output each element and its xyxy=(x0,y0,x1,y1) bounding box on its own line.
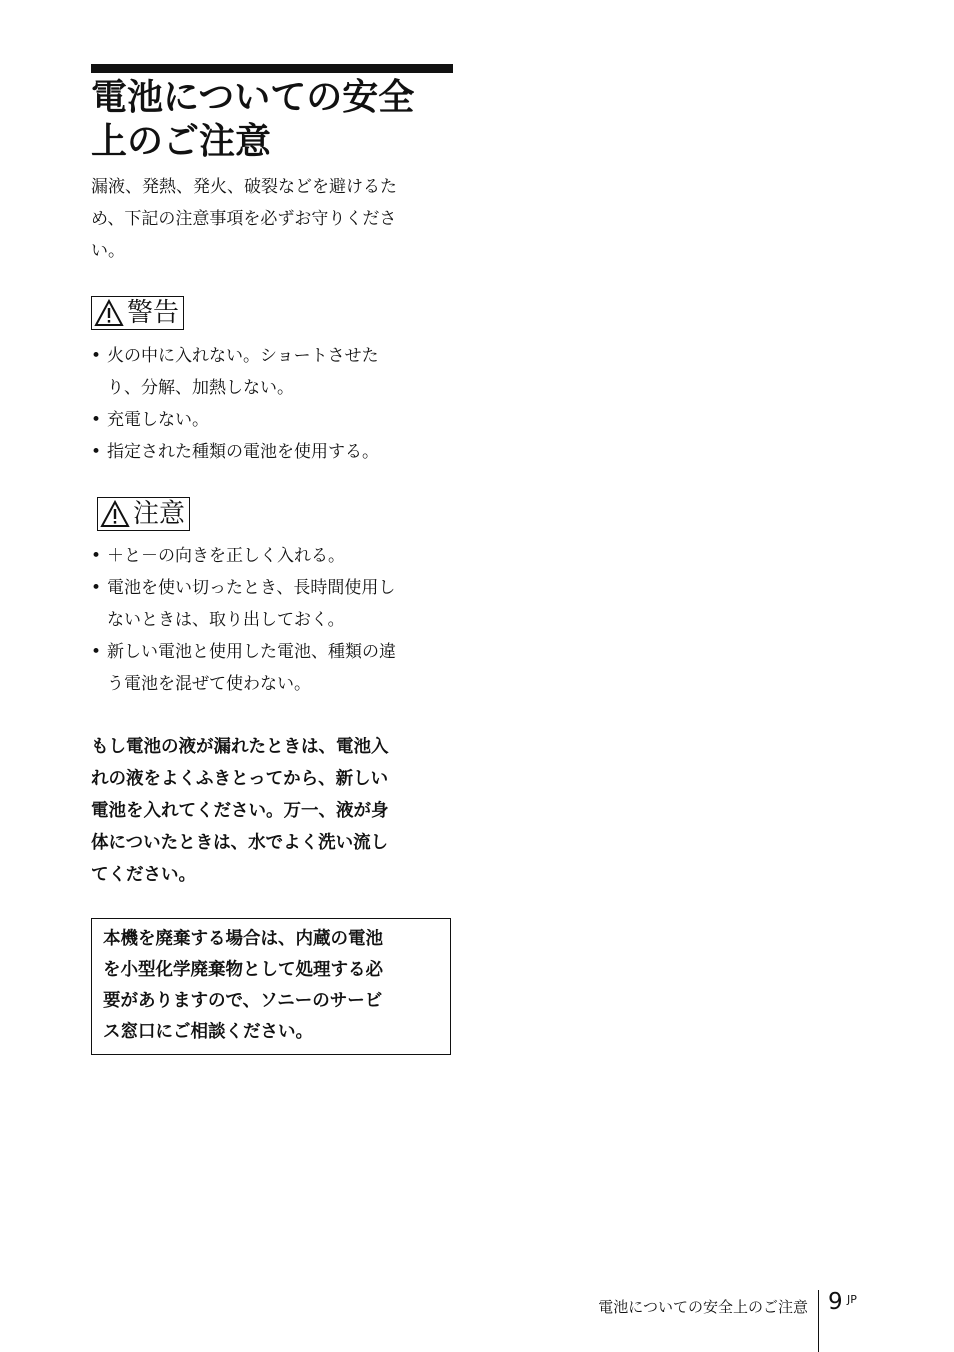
list-item xyxy=(91,540,453,572)
disposal-notice-line: 本機を廃棄する場合は、内蔵の電池 xyxy=(103,929,383,949)
list-item-line: う電池を混ぜて使わない。 xyxy=(107,674,311,694)
page-title xyxy=(91,76,453,164)
warning-triangle-icon xyxy=(100,500,130,528)
list-item-line: ないときは、取り出しておく。 xyxy=(107,610,345,630)
list-item-line: 指定された種類の電池を使用する。 xyxy=(107,442,379,462)
list-item xyxy=(91,572,453,636)
intro-line: い。 xyxy=(91,241,125,261)
footer-divider xyxy=(818,1290,819,1352)
intro-line: 漏液、発熱、発火、破裂などを避けるた xyxy=(91,177,397,197)
disposal-notice-line: ス窓口にご相談ください。 xyxy=(103,1022,313,1042)
list-item xyxy=(91,340,453,404)
disposal-notice-line: 要がありますので、ソニーのサービ xyxy=(103,991,383,1011)
caution-label xyxy=(97,497,190,531)
list-item xyxy=(91,636,453,700)
leak-notice-line: てください。 xyxy=(91,865,196,885)
warning-list xyxy=(91,340,453,468)
disposal-notice-line: を小型化学廃棄物として処理する必 xyxy=(103,960,383,980)
leak-notice-line: 電池を入れてください。万一、液が身 xyxy=(91,801,389,821)
disposal-notice-box xyxy=(91,918,451,1055)
warning-label xyxy=(91,296,184,330)
intro-line: め、下記の注意事項を必ずお守りくださ xyxy=(91,209,397,229)
footer-section-label: 電池についての安全上のご注意 xyxy=(598,1298,808,1316)
title-rule xyxy=(91,64,453,73)
list-item-line: 新しい電池と使用した電池、種類の違 xyxy=(107,642,396,662)
list-item-line: 充電しない。 xyxy=(107,410,209,430)
disposal-notice xyxy=(103,924,443,1048)
page-language-suffix: JP xyxy=(847,1293,857,1306)
warning-triangle-icon xyxy=(94,299,124,327)
list-item-line: り、分解、加熱しない。 xyxy=(107,378,294,398)
intro-paragraph xyxy=(91,171,453,267)
list-item xyxy=(91,404,453,436)
leak-notice xyxy=(91,731,453,891)
caution-list xyxy=(91,540,453,700)
leak-notice-line: もし電池の液が漏れたときは、電池入 xyxy=(91,737,389,757)
caution-label-text: 注意 xyxy=(133,499,186,529)
page-title-line: 電池についての安全 xyxy=(91,77,415,118)
list-item-line: ＋と－の向きを正しく入れる。 xyxy=(107,546,345,566)
list-item-line: 電池を使い切ったとき、長時間使用し xyxy=(107,578,396,598)
list-item xyxy=(91,436,453,468)
warning-label-text: 警告 xyxy=(127,298,180,328)
page-title-line: 上のご注意 xyxy=(91,121,272,162)
leak-notice-line: 体についたときは、水でよく洗い流し xyxy=(91,833,389,853)
page-number: 9 xyxy=(828,1289,843,1315)
list-item-line: 火の中に入れない。ショートさせた xyxy=(107,346,379,366)
leak-notice-line: れの液をよくふきとってから、新しい xyxy=(91,769,389,789)
